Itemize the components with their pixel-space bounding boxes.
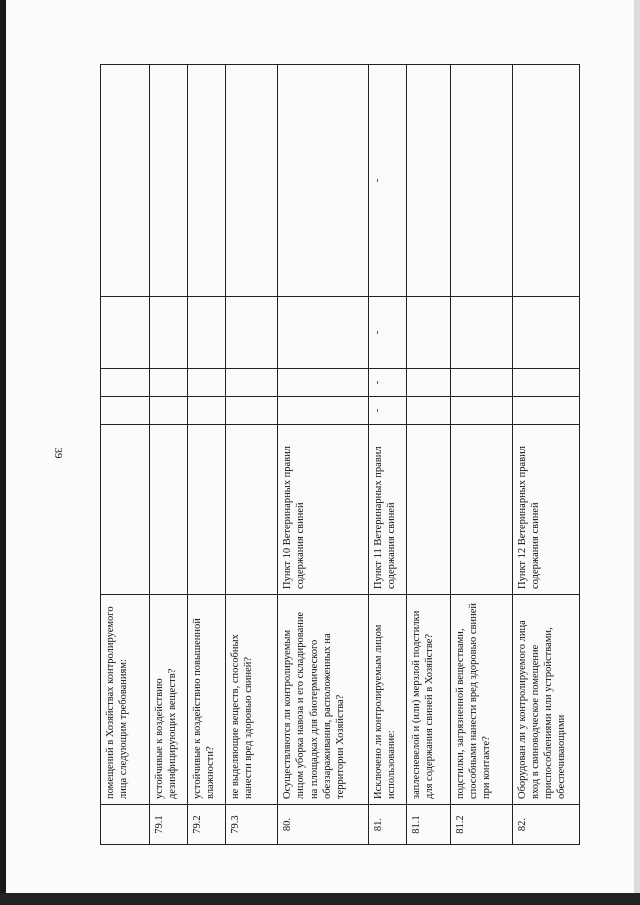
- cell-c4: [406, 65, 450, 297]
- cell-c3: [450, 297, 512, 369]
- cell-c2: [101, 369, 150, 397]
- cell-c1: [101, 397, 150, 425]
- cell-c2: [512, 369, 579, 397]
- cell-ref: Пункт 11 Ветеринарных правил содержания свиней: [368, 425, 406, 595]
- cell-c2: -: [368, 369, 406, 397]
- cell-ref: Пункт 12 Ветеринарных правил содержания свиней: [512, 425, 579, 595]
- cell-text: Оборудован ли у контролируемого лица вход в свиноводческое помещение приспособлениями или устройствами, обеспечивающими: [512, 595, 579, 805]
- cell-c1: [150, 397, 188, 425]
- cell-c1: [450, 397, 512, 425]
- table-row: [450, 65, 512, 845]
- cell-text: заплесневелой и (или) мерзлой подстилки для содержания свиней в Хозяйстве?: [406, 595, 450, 805]
- cell-text: подстилки, загрязненной веществами, способными нанести вред здоровью свиней при контакте?: [450, 595, 512, 805]
- table-row: [150, 65, 188, 845]
- cell-c2: [226, 369, 278, 397]
- cell-ref: Пункт 10 Ветеринарных правил содержания свиней: [278, 425, 368, 595]
- cell-c2: [150, 369, 188, 397]
- cell-c1: -: [368, 397, 406, 425]
- cell-c2: [188, 369, 226, 397]
- cell-c4: [188, 65, 226, 297]
- cell-c3: [512, 297, 579, 369]
- table-row: [406, 65, 450, 845]
- cell-c3: [150, 297, 188, 369]
- cell-c1: [278, 397, 368, 425]
- table-row: [278, 65, 368, 845]
- cell-c4: [512, 65, 579, 297]
- cell-num: 80.: [278, 805, 368, 845]
- cell-num: [101, 805, 150, 845]
- cell-c1: [512, 397, 579, 425]
- cell-c1: [406, 397, 450, 425]
- cell-c4: [150, 65, 188, 297]
- checklist-table: [100, 64, 580, 845]
- cell-c4: [278, 65, 368, 297]
- cell-num: 82.: [512, 805, 579, 845]
- cell-text: Исключено ли контролируемым лицом использование:: [368, 595, 406, 805]
- cell-c3: [278, 297, 368, 369]
- cell-text: устойчивые к воздействию повышенной влажности?: [188, 595, 226, 805]
- cell-c3: [188, 297, 226, 369]
- table-row: [226, 65, 278, 845]
- scan-edge-bottom: [0, 893, 640, 905]
- cell-ref: [101, 425, 150, 595]
- cell-ref: [406, 425, 450, 595]
- cell-c4: -: [368, 65, 406, 297]
- scan-edge-right: [634, 0, 640, 905]
- table-row: [188, 65, 226, 845]
- scan-edge-left: [0, 0, 6, 905]
- cell-num: 81.1: [406, 805, 450, 845]
- cell-c4: [226, 65, 278, 297]
- rotated-table-wrapper: [100, 65, 580, 845]
- table-row: [512, 65, 579, 845]
- cell-num: 81.: [368, 805, 406, 845]
- cell-ref: [226, 425, 278, 595]
- cell-c2: [450, 369, 512, 397]
- cell-text: Осуществляются ли контролируемым лицом уборка навоза и его складирование на площадках для биотермического обеззараживания, расположенных на территории Хозяйства?: [278, 595, 368, 805]
- cell-c3: [101, 297, 150, 369]
- cell-c3: -: [368, 297, 406, 369]
- cell-c3: [226, 297, 278, 369]
- cell-c3: [406, 297, 450, 369]
- table-body: [101, 65, 580, 845]
- cell-num: 79.1: [150, 805, 188, 845]
- cell-text: не выделяющие веществ, способных нанести вред здоровью свиней?: [226, 595, 278, 805]
- cell-num: 79.3: [226, 805, 278, 845]
- cell-c4: [450, 65, 512, 297]
- cell-c4: [101, 65, 150, 297]
- cell-c1: [188, 397, 226, 425]
- cell-text: устойчивые к воздействию дезинфицирующих веществ?: [150, 595, 188, 805]
- cell-c2: [278, 369, 368, 397]
- page-number: 39: [52, 447, 64, 459]
- cell-num: 81.2: [450, 805, 512, 845]
- cell-ref: [150, 425, 188, 595]
- table-row: [101, 65, 150, 845]
- cell-text: помещений в Хозяйствах контролируемого лица следующим требованиям:: [101, 595, 150, 805]
- cell-ref: [188, 425, 226, 595]
- cell-num: 79.2: [188, 805, 226, 845]
- cell-c2: [406, 369, 450, 397]
- cell-ref: [450, 425, 512, 595]
- table-row: [368, 65, 406, 845]
- cell-c1: [226, 397, 278, 425]
